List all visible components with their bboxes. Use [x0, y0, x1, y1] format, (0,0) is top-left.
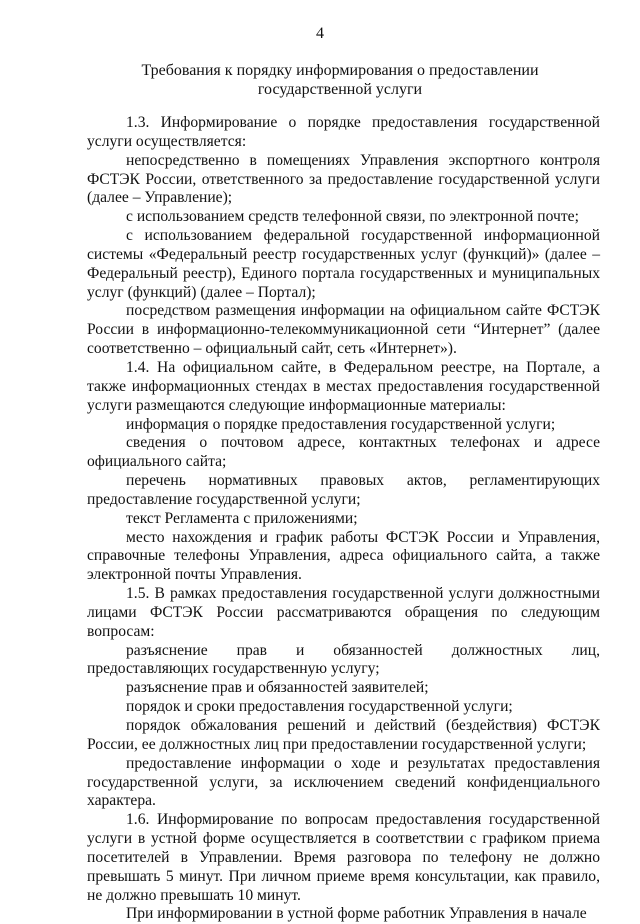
paragraph-appeals: порядок обжалования решений и действий (бездействия) ФСТЭК России, ее должностных лиц при предоставлении государственной услуги; — [87, 717, 600, 753]
section-title-line-2: государственной услуги — [257, 80, 423, 98]
paragraph-phone-email: с использованием средств телефонной связи, по электронной почте; — [126, 208, 579, 226]
paragraph-contacts: сведения о почтовом адресе, контактных телефонах и адресе официального сайта; — [87, 434, 600, 471]
paragraph-officials-rights: разъяснение прав и обязанностей должностных лиц, предоставляющих государственную услугу; — [87, 641, 600, 678]
paragraph-location-schedule: место нахождения и график работы ФСТЭК России и Управления, справочные телефоны Управления, адреса официального сайта, а также электронной почты Управления. — [87, 528, 600, 584]
paragraph-applicants-rights: разъяснение прав и обязанностей заявителей; — [126, 679, 429, 697]
paragraph-1-5: 1.5. В рамках предоставления государственной услуги должностными лицами ФСТЭК России рассматриваются обращения по следующим вопросам: — [87, 585, 600, 640]
paragraph-1-4: 1.4. На официальном сайте, в Федеральном реестре, на Портале, а также информационных стендах в местах предоставления государственной услуги размещаются следующие информационные материалы: — [87, 358, 600, 414]
paragraph-1-6: 1.6. Информирование по вопросам предоставления государственной услуги в устной форме осуществляется в соответствии с графиком приема посетителей в Управлении. Время разговора по телефону не должно превышать 5 минут. При личном приеме время консультации, как правило, не должно превышать 10 минут. — [87, 811, 600, 904]
paragraph-procedure-info: информация о порядке предоставления государственной услуги; — [126, 415, 556, 433]
section-title-line-1: Требования к порядку информирования о предоставлении — [141, 62, 539, 79]
paragraph-federal-registry: с использованием федеральной государственной информационной системы «Федеральный реестр государственных услуг (функций)» (далее – Федеральный реестр), Единого портала государственных и муниципальных услуг (функций) (далее – Портал); — [87, 227, 600, 301]
paragraph-premises: непосредственно в помещениях Управления экспортного контроля ФСТЭК России, ответственного за предоставление государственной услуги (далее – Управление); — [87, 151, 600, 207]
paragraph-regulation-text: текст Регламента с приложениями; — [126, 509, 358, 527]
paragraph-1-3: 1.3. Информирование о порядке предоставления государственной услуги осуществляется: — [87, 114, 600, 150]
document-body — [87, 114, 600, 924]
paragraph-procedure-terms: порядок и сроки предоставления государственной услуги; — [126, 698, 513, 716]
paragraph-legal-acts: перечень нормативных правовых актов, регламентирующих предоставление государственной услуги; — [87, 472, 600, 508]
section-title — [80, 62, 600, 99]
paragraph-oral-informing: При информировании в устной форме работник Управления в начале — [126, 905, 587, 923]
paragraph-official-site: посредством размещения информации на официальном сайте ФСТЭК России в информационно-телекоммуникационной сети “Интернет” (далее соответственно – официальный сайт, сеть «Интернет»). — [87, 302, 600, 358]
page-number: 4 — [316, 25, 324, 42]
paragraph-progress-info: предоставление информации о ходе и результатах предоставления государственной услуги, за исключением сведений конфиденциального характера. — [87, 754, 600, 810]
